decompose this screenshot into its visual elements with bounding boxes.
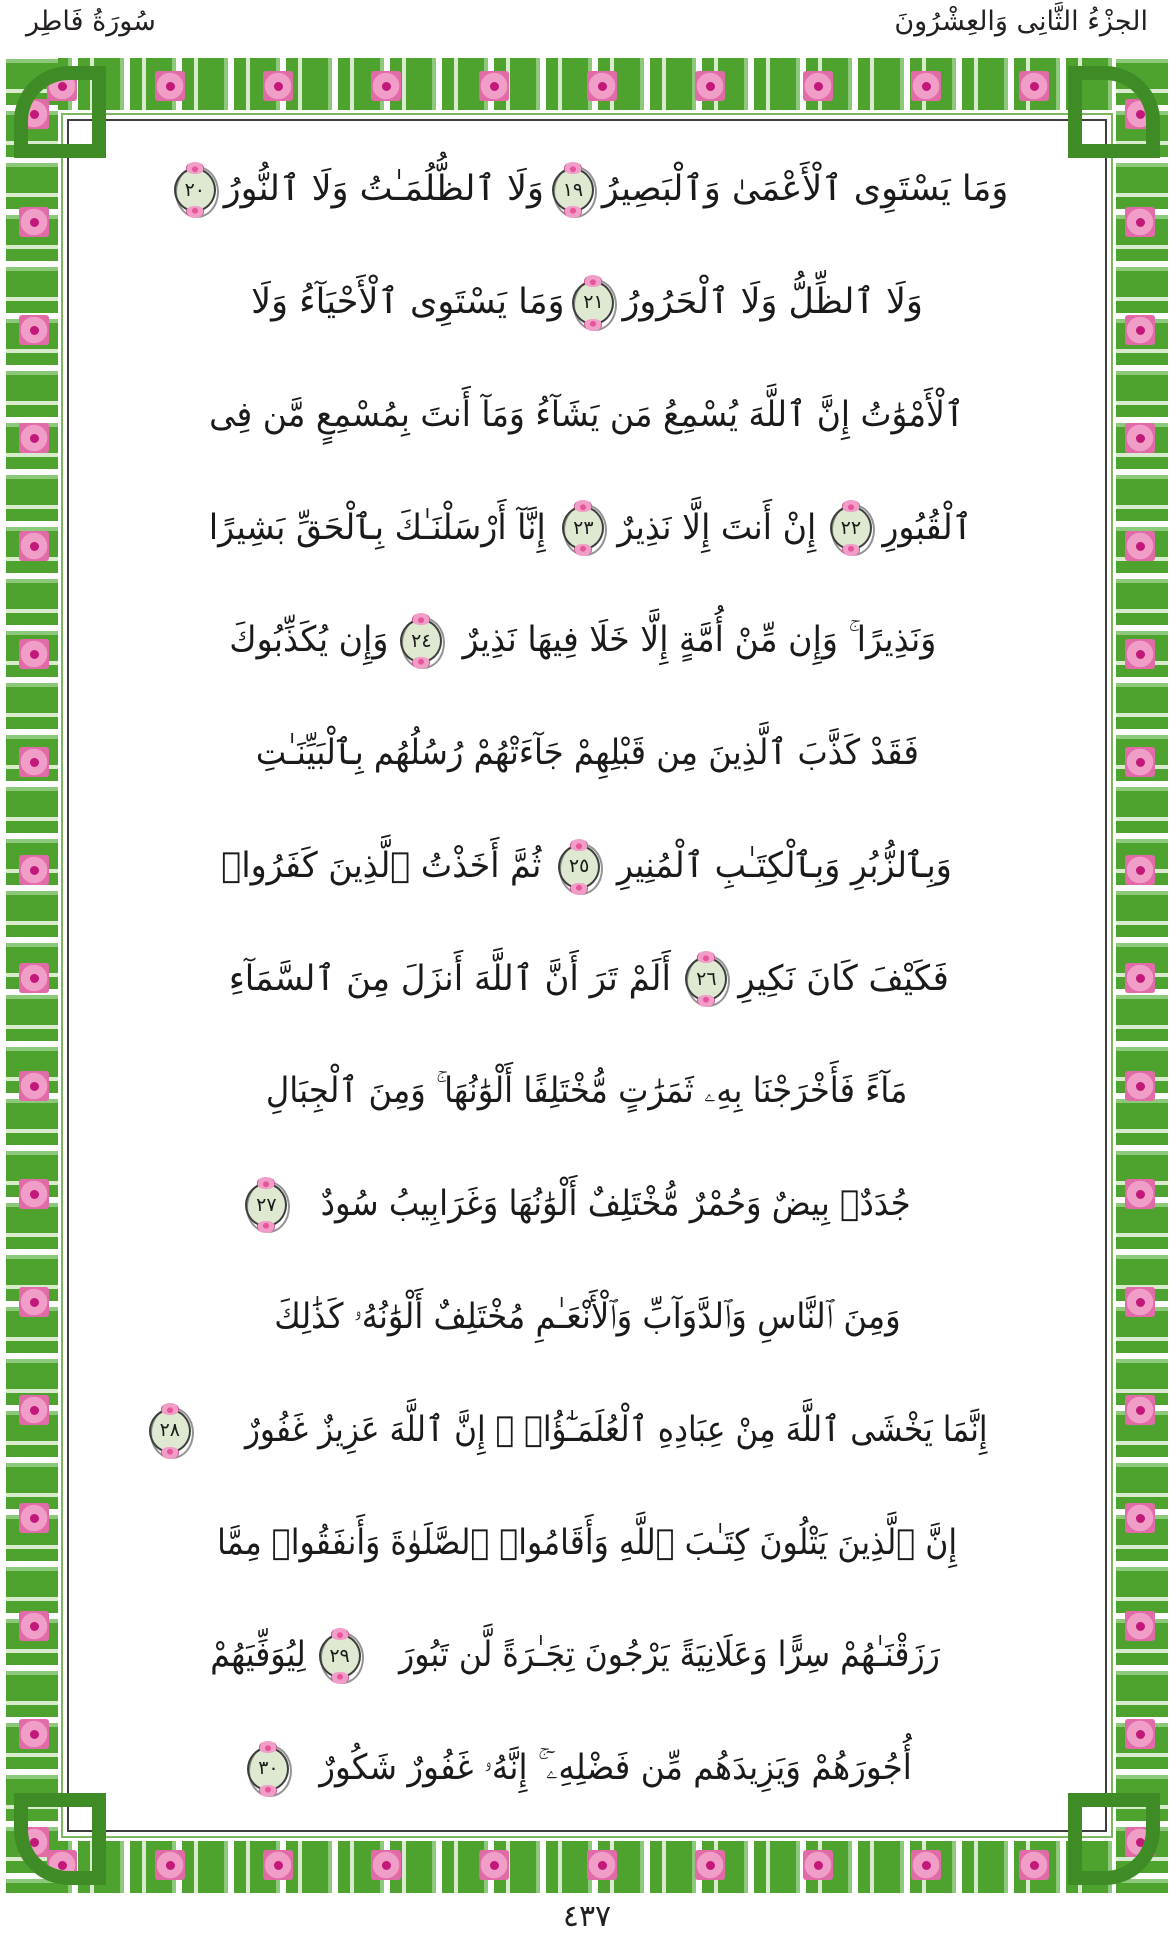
ayah-text-segment: جُدَدٌۢ بِيضٌ وَحُمْرٌ مُّخْتَلِفٌ أَلْوَٰنُهَا وَغَرَابِيبُ سُودٌ — [321, 1184, 911, 1225]
ayah-number-marker — [556, 840, 602, 894]
flower-petal-top-icon — [584, 275, 602, 287]
ayah-line — [93, 1162, 1081, 1248]
ayah-text-segment: إِنَّ ٱلَّذِينَ يَتْلُونَ كِتَـٰبَ ٱللَّهِ وَأَقَامُوا۟ ٱلصَّلَوٰةَ وَأَنفَقُوا۟ مِمَّا — [217, 1522, 958, 1563]
flower-petal-top-icon — [412, 613, 430, 625]
ayah-text-segment: أُجُورَهُمْ وَيَزِيدَهُم مِّن فَضْلِهِۦٓ ۚ إِنَّهُۥ غَفُورٌ شَكُورٌ — [319, 1748, 913, 1789]
ayah-number: ٢٤ — [411, 629, 432, 652]
ayah-line — [93, 1613, 1081, 1699]
ayah-line — [93, 824, 1081, 910]
ayah-text-segment: وَبِٱلزُّبُرِ وَبِٱلْكِتَـٰبِ ٱلْمُنِيرِ — [616, 845, 952, 886]
ayah-text-segment: وَلَا ٱلظِّلُّ وَلَا ٱلْحَرُورُ — [622, 281, 923, 322]
ayah-line — [93, 1388, 1081, 1474]
ayah-line — [93, 936, 1081, 1022]
ayah-number: ٢٨ — [159, 1419, 180, 1442]
ayah-text-segment: وَإِن يُكَذِّبُوكَ — [228, 620, 389, 661]
flower-petal-bottom-icon — [331, 1672, 349, 1684]
page-footer — [0, 1893, 1174, 1939]
flower-petal-top-icon — [570, 839, 588, 851]
ayah-number-marker — [398, 614, 444, 668]
ayah-text-segment: إِنَّمَا يَخْشَى ٱللَّهَ مِنْ عِبَادِهِ ٱلْعُلَمَـٰٓؤُا۟ ۗ إِنَّ ٱللَّهَ عَزِيزٌ غَفُورٌ — [244, 1409, 988, 1450]
ayah-number-marker — [172, 163, 218, 217]
border-band-left — [6, 58, 58, 1893]
ayah-line — [93, 1726, 1081, 1812]
ayah-number-marker — [683, 952, 729, 1006]
ayah-text-segment: ثُمَّ أَخَذْتُ ٱلَّذِينَ كَفَرُوا۟ — [221, 845, 542, 886]
flower-petal-top-icon — [331, 1628, 349, 1640]
ayah-line — [93, 1275, 1081, 1361]
flower-petal-top-icon — [842, 500, 860, 512]
ayah-text-segment: وَمِنَ ٱلنَّاسِ وَٱلدَّوَآبِّ وَٱلْأَنْعَـٰمِ مُخْتَلِفٌ أَلْوَٰنُهُۥ كَذَٰلِكَ — [273, 1296, 901, 1337]
ayah-text-segment: لِيُوَفِّيَهُمْ — [209, 1635, 306, 1676]
ayah-text-segment: إِنْ أَنتَ إِلَّا نَذِيرٌ — [617, 507, 817, 548]
ayah-number: ٢٩ — [329, 1644, 350, 1667]
ayah-text-segment: مَآءً فَأَخْرَجْنَا بِهِۦ ثَمَرَٰتٍ مُّخْتَلِفًا أَلْوَٰنُهَا ۚ وَمِنَ ٱلْجِبَالِ — [266, 1071, 908, 1112]
ayah-line — [93, 260, 1081, 346]
ayah-number-marker — [570, 276, 616, 330]
ayah-number: ٢٣ — [573, 516, 594, 539]
flower-petal-bottom-icon — [564, 206, 582, 218]
ayah-text-segment: ٱلْأَمْوَٰتُ إِنَّ ٱللَّهَ يُسْمِعُ مَن يَشَآءُ وَمَآ أَنتَ بِمُسْمِعٍ مَّن فِى — [209, 394, 965, 435]
ayah-text-segment: إِنَّآ أَرْسَلْنَـٰكَ بِٱلْحَقِّ بَشِيرًا — [208, 507, 546, 548]
ayah-text-segment: وَمَا يَسْتَوِى ٱلْأَعْمَىٰ وَٱلْبَصِيرُ — [601, 169, 1009, 210]
ayah-text-segment: وَمَا يَسْتَوِى ٱلْأَحْيَآءُ وَلَا — [251, 281, 565, 322]
flower-petal-top-icon — [564, 162, 582, 174]
flower-petal-top-icon — [257, 1177, 275, 1189]
ayah-number: ٢٠ — [184, 178, 205, 201]
border-band-bottom — [6, 1841, 1168, 1893]
ayah-text-segment: فَكَيْفَ كَانَ نَكِيرِ — [738, 958, 950, 999]
ayah-number-marker — [317, 1629, 363, 1683]
ayah-number: ٣٠ — [258, 1757, 279, 1780]
ayah-number-marker — [245, 1742, 291, 1796]
ayah-text-segment: رَزَقْنَـٰهُمْ سِرًّا وَعَلَانِيَةً يَرْجُونَ تِجَـٰرَةً لَّن تَبُورَ — [398, 1635, 940, 1676]
ayah-number-marker — [243, 1178, 289, 1232]
ayah-number: ١٩ — [562, 178, 584, 201]
ayah-number-marker — [550, 163, 596, 217]
ayah-line — [93, 598, 1081, 684]
ayah-text-segment: أَلَمْ تَرَ أَنَّ ٱللَّهَ أَنزَلَ مِنَ ٱلسَّمَآءِ — [228, 958, 671, 999]
ayah-number: ٢١ — [583, 291, 604, 314]
ayah-line — [93, 485, 1081, 571]
flower-petal-bottom-icon — [186, 206, 204, 218]
ayah-line — [93, 147, 1081, 233]
flower-petal-top-icon — [259, 1741, 277, 1753]
border-band-top — [6, 58, 1168, 110]
flower-petal-bottom-icon — [161, 1447, 179, 1459]
ayah-line — [93, 1049, 1081, 1135]
ayah-number: ٢٥ — [568, 855, 590, 878]
flower-petal-top-icon — [161, 1403, 179, 1415]
ayah-number-marker — [147, 1404, 193, 1458]
page-header — [0, 0, 1174, 58]
juz-label: الجزْءُ الثَّانِى وَالعِشْرُونَ — [894, 6, 1148, 37]
surah-name-label: سُورَةُ فَاطِر — [26, 6, 156, 37]
quran-text-area — [69, 121, 1105, 1830]
page-number: ٤٣٧ — [562, 1898, 612, 1934]
ayah-number: ٢٦ — [696, 967, 717, 990]
ayah-number-marker — [828, 501, 874, 555]
flower-petal-top-icon — [186, 162, 204, 174]
border-band-right — [1116, 58, 1168, 1893]
ayah-number: ٢٢ — [840, 516, 862, 539]
ayah-text-segment: فَقَدْ كَذَّبَ ٱلَّذِينَ مِن قَبْلِهِمْ جَآءَتْهُمْ رُسُلُهُم بِٱلْبَيِّنَـٰتِ — [255, 733, 919, 774]
ayah-text-segment: وَلَا ٱلظُّلُمَـٰتُ وَلَا ٱلنُّورُ — [223, 169, 544, 210]
ayah-line — [93, 1500, 1081, 1586]
ayah-line — [93, 711, 1081, 797]
ayah-number: ٢٧ — [256, 1193, 277, 1216]
ayah-number-marker — [560, 501, 606, 555]
ayah-line — [93, 373, 1081, 459]
ornamental-frame — [6, 58, 1168, 1893]
ayah-text-segment: وَنَذِيرًا ۚ وَإِن مِّنْ أُمَّةٍ إِلَّا خَلَا فِيهَا نَذِيرٌ — [462, 620, 937, 661]
flower-petal-bottom-icon — [570, 883, 588, 895]
ayah-text-segment: ٱلْقُبُورِ — [882, 507, 972, 548]
